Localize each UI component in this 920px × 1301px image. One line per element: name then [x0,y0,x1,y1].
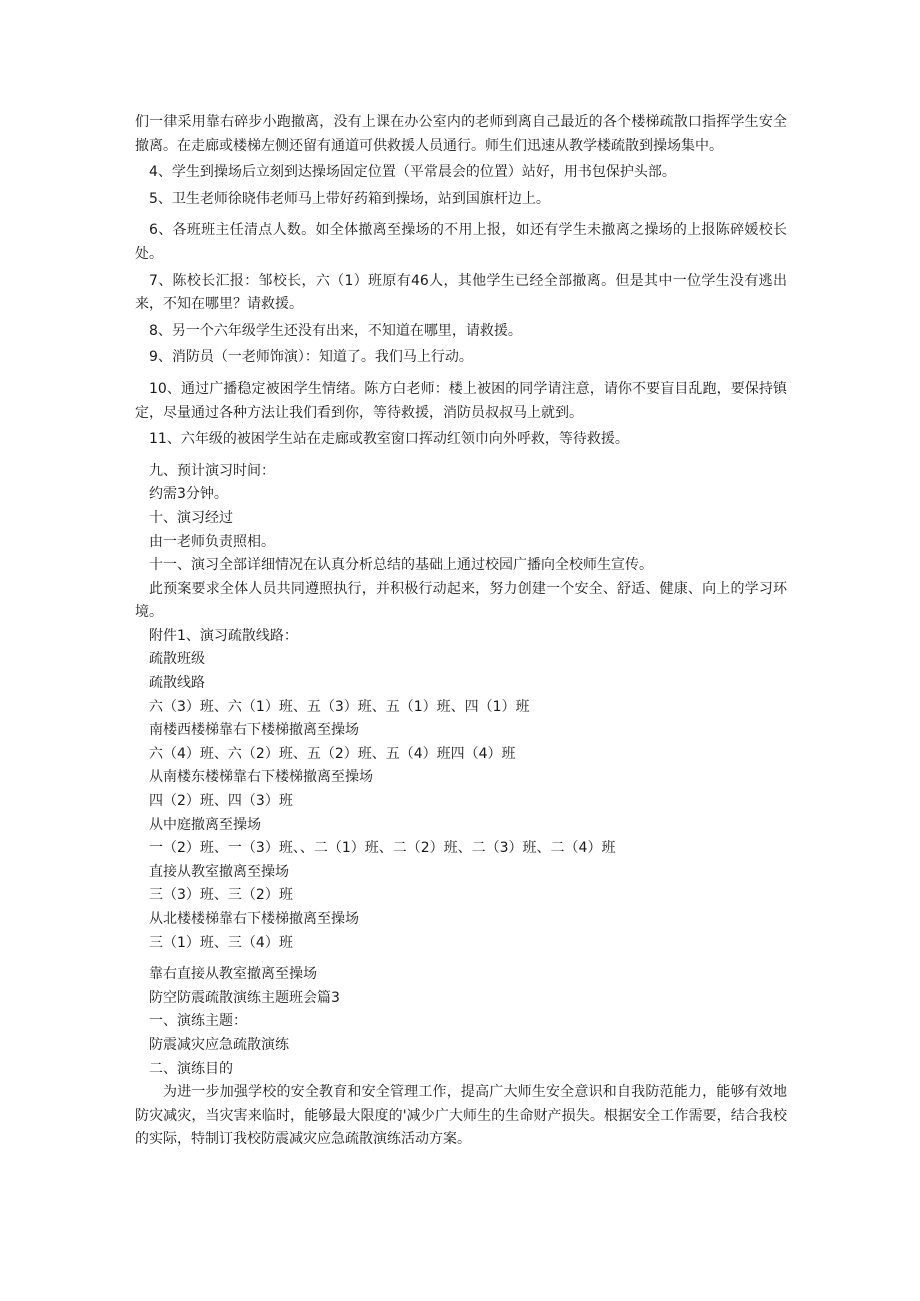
route-classes-5: 三（3）班、三（2）班 [149,887,293,904]
paragraph-step-9: 9、消防员（一老师饰演）：知道了。我们马上行动。 [149,349,473,366]
paragraph-step-10: 10、通过广播稳定被困学生情绪。陈方白老师：楼上被困的同学请注意，请你不要盲目乱跑，要保持镇定，尽量通过各种方法让我们看到你，等待救援，消防员叔叔马上就到。 [135,380,787,421]
section-heading-10: 十、演习经过 [149,509,233,526]
route-path-1: 南楼西楼梯靠右下楼梯撤离至操场 [149,722,359,739]
route-path-4: 直接从教室撤离至操场 [149,863,289,880]
section-heading-11: 十一、演习全部详细情况在认真分析总结的基础上通过校园广播向全校师生宣传。 [149,557,653,574]
section-heading-drill-theme: 一、演练主题： [149,1013,247,1030]
section-heading-9: 九、预计演习时间： [149,462,275,479]
route-path-5: 从北楼楼梯靠右下楼梯撤离至操场 [149,911,359,927]
document-body [135,111,787,1152]
paragraph-step-7: 7、陈校长汇报：邹校长，六（1）班原有46人，其他学生已经全部撤离。但是其中一位学生没有逃出来，不知在哪里？请救援。 [135,272,787,313]
route-table-header-routes: 疏散线路 [149,675,205,692]
paragraph-step-11: 11、六年级的被困学生站在走廊或教室窗口挥动红领巾向外呼救，等待救援。 [149,431,629,448]
paragraph-step-8: 8、另一个六年级学生还没有出来，不知道在哪里，请救援。 [149,322,522,339]
paragraph-drill-theme: 防震减灾应急疏散演练 [149,1036,289,1053]
paragraph-evacuation-continued: 们一律采用靠右碎步小跑撤离，没有上课在办公室内的老师到离自己最近的各个楼梯疏散口指挥学生安全撤离。在走廊或楼梯左侧还留有通道可供救援人员通行。师生们迅速从教学楼疏散到操场集中。 [135,114,787,154]
paragraph-duration: 约需3分钟。 [149,486,228,503]
route-classes-1: 六（3）班、六（1）班、五（3）班、五（1）班、四（1）班 [149,698,530,715]
route-path-2: 从南楼东楼梯靠右下楼梯撤离至操场 [149,769,373,786]
route-classes-6: 三（1）班、三（4）班 [149,934,293,951]
route-table-header-classes: 疏散班级 [149,651,205,668]
paragraph-step-5: 5、卫生老师徐晓伟老师马上带好药箱到操场，站到国旗杆边上。 [149,190,550,207]
paragraph-step-6: 6、各班班主任清点人数。如全体撤离至操场的不用上报，如还有学生未撤离之操场的上报陈碎媛校长处。 [135,222,787,262]
route-classes-2: 六（4）班、六（2）班、五（2）班、五（4）班四（4）班 [149,745,516,762]
article-title: 防空防震疏散演练主题班会篇3 [149,989,340,1006]
paragraph-drill-purpose: 为进一步加强学校的安全教育和安全管理工作，提高广大师生安全意识和自我防范能力，能够有效地防灾减灾，当灾害来临时，能够最大限度的'减少广大师生的生命财产损失。根据安全工作需要，结合我校的实际，特制订我校防震减灾应急疏散演练活动方案。 [135,1084,787,1148]
paragraph-step-4: 4、学生到操场后立刻到达操场固定位置（平常晨会的位置）站好，用书包保护头部。 [149,164,676,181]
section-heading-drill-purpose: 二、演练目的 [149,1060,233,1077]
route-classes-3: 四（2）班、四（3）班 [149,793,293,810]
route-classes-4: 一（2）班、一（3）班、、二（1）班、二（2）班、二（3）班、二（4）班 [149,840,616,857]
attachment-heading: 附件1、演习疏散线路： [149,627,298,644]
route-path-3: 从中庭撤离至操场 [149,816,261,833]
route-path-6: 靠右直接从教室撤离至操场 [149,966,317,983]
paragraph-plan-requirement: 此预案要求全体人员共同遵照执行，并积极行动起来，努力创建一个安全、舒适、健康、向上的学习环境。 [135,580,787,621]
paragraph-photography: 由一老师负责照相。 [149,533,275,550]
